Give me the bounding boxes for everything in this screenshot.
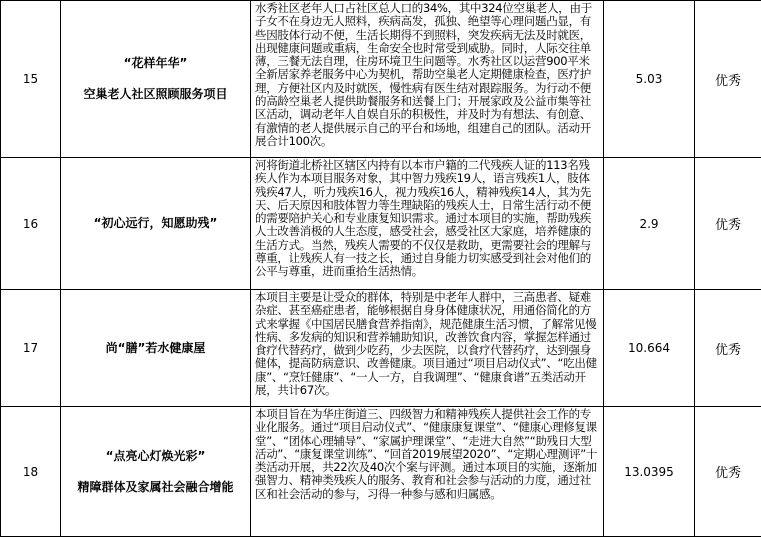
project-description (251, 158, 604, 290)
project-name (61, 1, 251, 158)
table-row (1, 1, 761, 158)
project-score: 2.9 (604, 158, 695, 290)
project-description-text: 河将街道北桥社区辖区内持有以本市户籍的二代残疾人证的113名残疾人作为本项目服务对象，其中智力残疾19人，语言残疾1人，肢体残疾47人，听力残疾16人，视力残疾16人，精神残疾14人，其为先天、后天原因和肢体智力等生理缺陷的残疾人士，日常生活行动不便的需要陪护关心和专业康复知识需求。通过本项目的实施，帮助残疾人士改善消极的人生态度，感受社会，感受社区大家庭，培养健康的生活方式。当然，残疾人需要的不仅仅是救助，更需要社会的理解与尊重，让残疾人有一技之长，通过自身能力切实感受到社会对他们的公平与尊重，进而重拾生活热情。 (255, 159, 600, 289)
project-name-line: 尚“膳”若水健康屋 (61, 340, 250, 357)
table-row (1, 158, 761, 290)
project-description (251, 407, 604, 537)
project-description (251, 290, 604, 407)
project-name (61, 407, 251, 537)
row-number: 17 (1, 290, 61, 407)
project-name-line: 精障群体及家属社会融合增能 (61, 479, 250, 496)
project-description (251, 1, 604, 158)
project-score: 5.03 (604, 1, 695, 158)
row-number: 16 (1, 158, 61, 290)
table-row (1, 290, 761, 407)
table-row (1, 407, 761, 537)
project-description-text: 本项目旨在为华庄街道三、四级智力和精神残疾人提供社会工作的专业化服务。通过“项目启动仪式”、“健康康复课堂”、“健康心理修复课堂”、“团体心理辅导”、“家属护理课堂”、“走进大自然”“助残日大型活动”、“康复课堂训练”、“回首2019展望2020”、“定期心理测评”十类活动开展，共22次及40次个案与评测。通过本项目的实施，逐渐加强智力、精神类残疾人的服务、教育和社会参与活动的力度，通过社区和社会活动的参与，习得一种参与感和归属感。 (255, 408, 600, 536)
project-grade: 优秀 (695, 407, 761, 537)
project-name-line: 空巢老人社区照顾服务项目 (61, 86, 250, 103)
project-score: 10.664 (604, 290, 695, 407)
project-name-line: “点亮心灯焕光彩” (61, 448, 250, 465)
row-number: 18 (1, 407, 61, 537)
project-name (61, 158, 251, 290)
project-score: 13.0395 (604, 407, 695, 537)
project-name-line: “初心远行，知愿助残” (61, 215, 250, 232)
project-description-text: 本项目主要是让受众的群体，特别是中老年人群中，三高患者、疑难杂症、甚至癌症患者，能够根据自身身体健康状况，用通俗简化的方式来掌握《中国居民膳食营养指南》，规范健康生活习惯，了解常见慢性病、多发病的知识和营养辅助知识，改善饮食内容，掌握怎样通过食疗代替药疗，做到少吃药，少去医院，以食疗代替药疗，达到强身健体，提高防病意识、改善健康。项目通过“项目启动仪式”、“吃出健康”、“烹饪健康”、“一人一方，自我调理”、“健康食谱”五类活动开展，共计67次。 (255, 291, 600, 406)
project-grade: 优秀 (695, 290, 761, 407)
project-name-line: “花样年华” (61, 55, 250, 72)
project-name (61, 290, 251, 407)
row-number: 15 (1, 1, 61, 158)
project-grade: 优秀 (695, 158, 761, 290)
project-description-text: 水秀社区老年人口占社区总人口的34%，其中324位空巢老人，由于子女不在身边无人照料，疾病高发，孤独、绝望等心理问题凸显，有些因肢体行动不便，生活长期得不到照料，突发疾病无法及时就医，出现健康问题或重病，生命安全也时常受到威胁。同时，人际交往单薄，三餐无法自理，住房环境卫生问题等。水秀社区以运营900平米全新居家养老服务中心为契机，帮助空巢老人定期健康检查，医疗护理，方便社区内及时就医，慢性病有医生结对跟踪服务。为行动不便的高龄空巢老人提供助餐服务和送餐上门；开展家政及公益市集等社区活动，调动老年人自娱自乐的积极性，并及时为有想法、有创意、有激情的老人提供展示自己的平台和场地，组建自己的团队。活动开展合计100次。 (255, 2, 600, 157)
project-grade: 优秀 (695, 1, 761, 158)
